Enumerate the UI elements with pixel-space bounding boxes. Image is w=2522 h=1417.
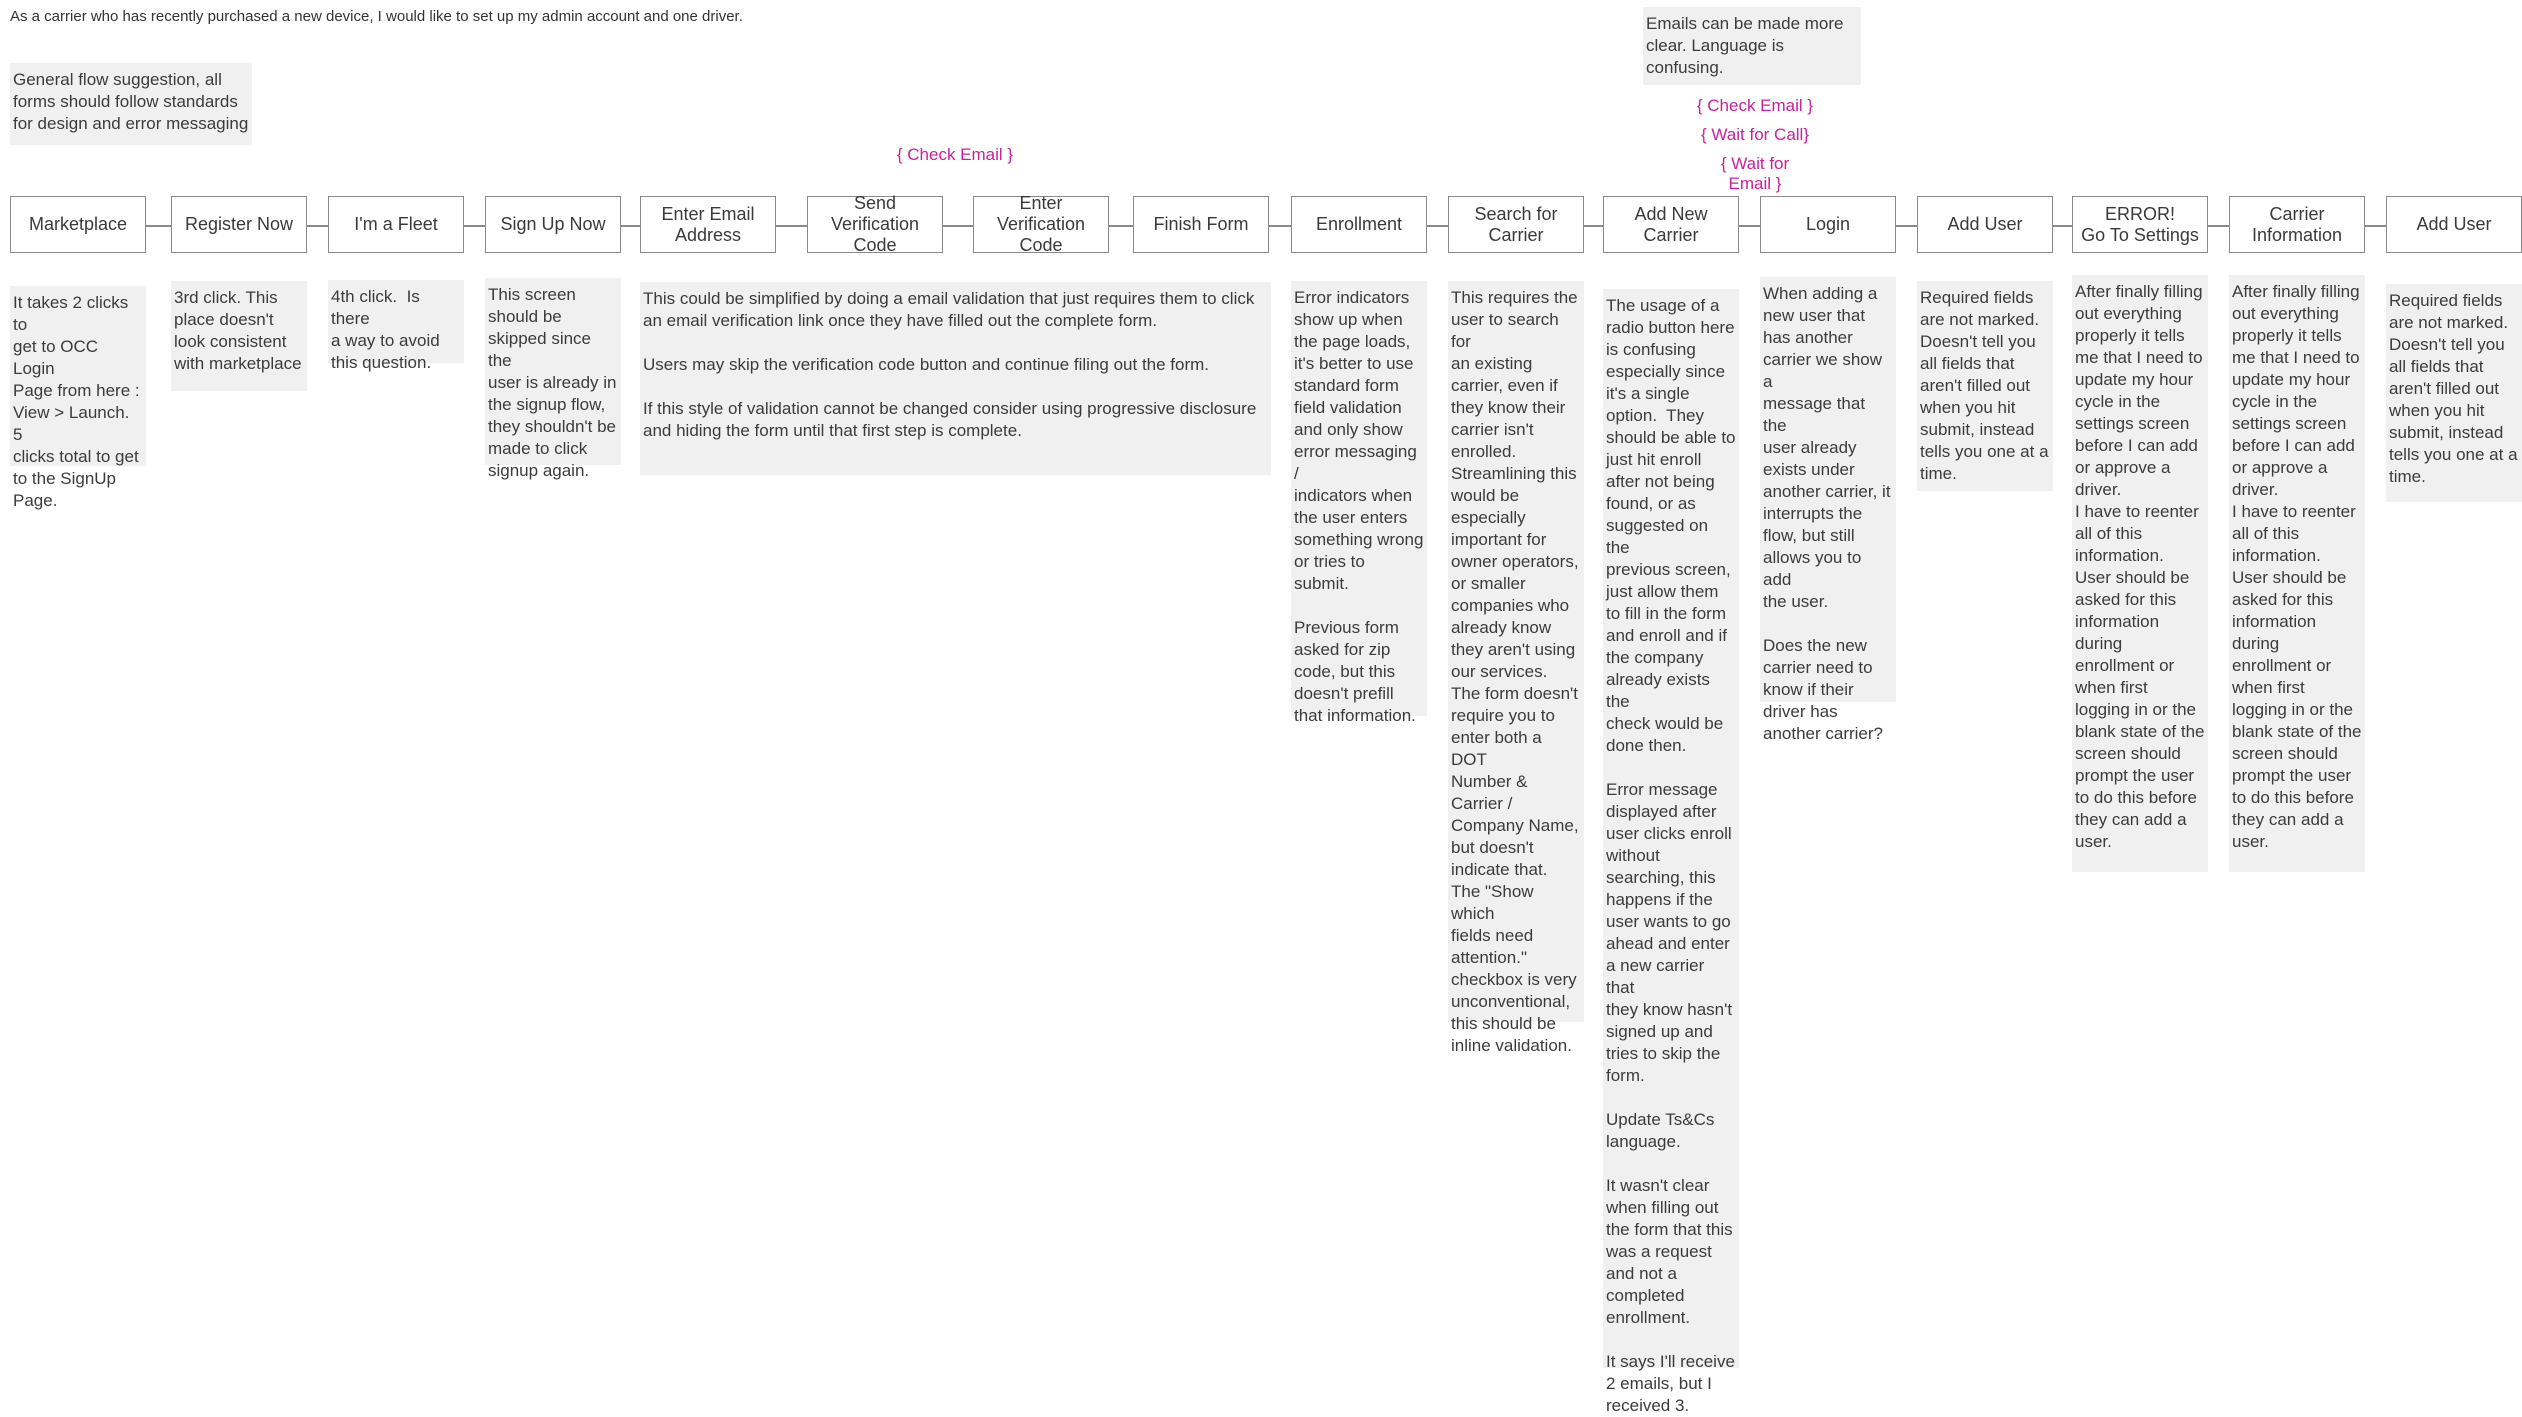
step-marketplace: Marketplace [10, 196, 146, 253]
note-login: When adding a new user that has another carrier we show a message that the user already exists under another carrier, it interrupts the flow, but still allows you to add the user. Does the new carrier need to know if their driver has another carrier? [1760, 277, 1896, 702]
step-enrollment: Enrollment [1291, 196, 1427, 253]
check-email-tag: { Check Email } [896, 145, 1014, 164]
step-add-user: Add User [1917, 196, 2053, 253]
step-error-go-to-settings: ERROR! Go To Settings [2072, 196, 2208, 253]
wait-for-email-tag: { Wait for Email } [1720, 154, 1790, 193]
note-email-validation: This could be simplified by doing a email validation that just requires them to click an email verification link once they have filled out the complete form. Users may skip the verification code button and continue filing out the form. If this style of validation cannot be changed consider using progressive disclosure and hiding the form until that first step is complete. [640, 282, 1271, 475]
step-carrier-information: Carrier Information [2229, 196, 2365, 253]
user-story: As a carrier who has recently purchased a new device, I would like to set up my admin account and one driver. [10, 8, 743, 25]
note-error-go-to-settings: After finally filling out everything properly it tells me that I need to update my hour cycle in the settings screen before I can add or approve a driver. I have to reenter all of this information. User should be asked for this information during enrollment or when first logging in or the blank state of the screen should prompt the user to do this before they can add a user. [2072, 275, 2208, 872]
step-finish-form: Finish Form [1133, 196, 1269, 253]
step-enter-verification-code: Enter Verification Code [973, 196, 1109, 253]
note-carrier-information: After finally filling out everything properly it tells me that I need to update my hour cycle in the settings screen before I can add or approve a driver. I have to reenter all of this information. User should be asked for this information during enrollment or when first logging in or the blank state of the screen should prompt the user to do this before they can add a user. [2229, 275, 2365, 872]
step-register-now: Register Now [171, 196, 307, 253]
note-search-for-carrier: This requires the user to search for an existing carrier, even if they know their carrier isn't enrolled. Streamlining this would be especially important for owner operators, or smaller companies who already know they aren't using our services. The form doesn't require you to enter both a DOT Number & Carrier / Company Name, but doesn't indicate that. The "Show which fields need attention." checkbox is very unconventional, this should be inline validation. [1448, 281, 1584, 1022]
step-add-new-carrier: Add New Carrier [1603, 196, 1739, 253]
wait-for-call-tag: { Wait for Call} [1700, 125, 1810, 144]
note-add-new-carrier: The usage of a radio button here is confusing especially since it's a single option. They should be able to just hit enroll after not being found, or as suggested on the previous screen, just allow them to fill in the form and enroll and if the company already exists the check would be done then. Error message displayed after user clicks enroll without searching, this happens if the user wants to go ahead and enter a new carrier that they know hasn't signed up and tries to skip the form. Update Ts&Cs language. It wasn't clear when filling out the form that this was a request and not a completed enrollment. It says I'll receive 2 emails, but I received 3. [1603, 289, 1739, 1368]
step-add-user-2: Add User [2386, 196, 2522, 253]
check-email-tag-2: { Check Email } [1696, 96, 1814, 115]
note-add-user-2: Required fields are not marked. Doesn't tell you all fields that aren't filled out when you hit submit, instead tells you one at a time. [2386, 284, 2522, 502]
note-register-now: 3rd click. This place doesn't look consistent with marketplace [171, 281, 307, 391]
emails-note: Emails can be made more clear. Language is confusing. [1643, 7, 1861, 85]
step-login: Login [1760, 196, 1896, 253]
note-im-a-fleet: 4th click. Is there a way to avoid this question. [328, 280, 464, 363]
note-marketplace: It takes 2 clicks to get to OCC Login Page from here : View > Launch. 5 clicks total to get to the SignUp Page. [10, 286, 146, 466]
note-sign-up-now: This screen should be skipped since the user is already in the signup flow, they shouldn't be made to click signup again. [485, 278, 621, 465]
step-sign-up-now: Sign Up Now [485, 196, 621, 253]
step-enter-email-address: Enter Email Address [640, 196, 776, 253]
step-im-a-fleet: I'm a Fleet [328, 196, 464, 253]
step-search-for-carrier: Search for Carrier [1448, 196, 1584, 253]
note-enrollment: Error indicators show up when the page loads, it's better to use standard form field validation and only show error messaging / indicators when the user enters something wrong or tries to submit. Previous form asked for zip code, but this doesn't prefill that information. [1291, 281, 1427, 716]
step-send-verification-code: Send Verification Code [807, 196, 943, 253]
general-flow-note: General flow suggestion, all forms should follow standards for design and error messaging [10, 63, 252, 145]
note-add-user: Required fields are not marked. Doesn't tell you all fields that aren't filled out when you hit submit, instead tells you one at a time. [1917, 281, 2053, 491]
